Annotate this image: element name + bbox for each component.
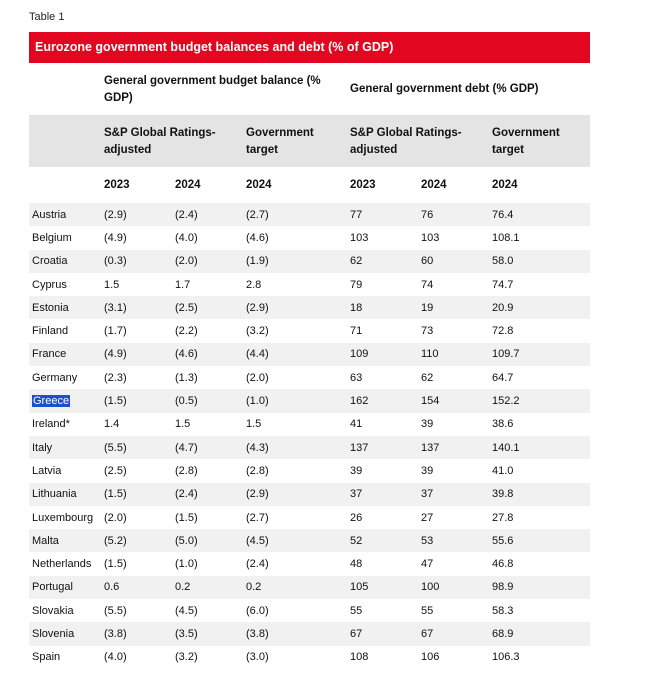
year-header: 2023 bbox=[350, 179, 376, 191]
debt-2023-cell: 62 bbox=[344, 250, 415, 273]
budget-2024-cell: (2.4) bbox=[169, 483, 240, 506]
budget-2024-cell: (2.8) bbox=[175, 464, 198, 477]
budget-debt-table bbox=[29, 63, 590, 669]
debt-target-cell: 20.9 bbox=[486, 296, 590, 319]
group-header-row bbox=[29, 63, 590, 115]
debt-2023-cell: 26 bbox=[350, 511, 363, 524]
budget-sp-adjusted-header: S&P Global Ratings-adjusted bbox=[104, 127, 216, 156]
debt-2023-cell: 79 bbox=[350, 278, 363, 291]
budget-target-cell: (3.8) bbox=[240, 622, 344, 645]
debt-2023-cell: 105 bbox=[344, 576, 415, 599]
debt-target-cell: 72.8 bbox=[492, 325, 514, 338]
budget-2024-cell: (2.4) bbox=[169, 203, 240, 226]
country-name: France bbox=[32, 348, 67, 361]
budget-2024-cell: (1.0) bbox=[175, 558, 198, 571]
budget-2023-cell: 0.6 bbox=[98, 576, 169, 599]
budget-target-cell: 0.2 bbox=[240, 576, 344, 599]
country-name: Portugal bbox=[32, 581, 73, 594]
budget-2023-cell: (0.3) bbox=[98, 250, 169, 273]
country-name: Croatia bbox=[32, 255, 68, 268]
debt-2024-cell: 19 bbox=[415, 296, 486, 319]
country-name: Austria bbox=[32, 208, 67, 221]
table-row bbox=[29, 203, 590, 226]
debt-2023-cell: 77 bbox=[344, 203, 415, 226]
debt-government-target-header: Government target bbox=[492, 127, 560, 156]
country-name: Germany bbox=[32, 371, 78, 384]
country-cell bbox=[29, 413, 98, 436]
budget-2024-cell: (1.3) bbox=[175, 371, 198, 384]
year-header: 2023 bbox=[104, 179, 130, 191]
year-header: 2024 bbox=[492, 179, 518, 191]
debt-2024-cell: 39 bbox=[421, 418, 434, 431]
debt-2023-cell: 52 bbox=[344, 529, 415, 552]
empty-header-cell bbox=[29, 63, 98, 115]
budget-target-cell: (1.0) bbox=[240, 389, 344, 412]
debt-target-cell: 76.4 bbox=[486, 203, 590, 226]
debt-target-cell: 46.8 bbox=[492, 558, 514, 571]
budget-2024-cell: (2.2) bbox=[175, 325, 198, 338]
budget-target-cell: (6.0) bbox=[246, 604, 269, 617]
budget-target-cell: (2.0) bbox=[246, 371, 269, 384]
budget-2023-cell: (5.5) bbox=[104, 604, 127, 617]
country-cell bbox=[29, 576, 98, 599]
table-row bbox=[29, 576, 590, 599]
debt-2024-cell: 67 bbox=[415, 622, 486, 645]
budget-2023-cell: (3.8) bbox=[98, 622, 169, 645]
country-name: Luxembourg bbox=[32, 511, 94, 524]
budget-target-cell: (4.6) bbox=[246, 231, 269, 244]
debt-2023-cell: 37 bbox=[344, 483, 415, 506]
budget-2024-cell: (1.5) bbox=[175, 511, 198, 524]
debt-2024-cell: 53 bbox=[415, 529, 486, 552]
table-row bbox=[29, 552, 590, 575]
debt-2023-cell: 41 bbox=[350, 418, 363, 431]
table-row bbox=[29, 273, 590, 296]
debt-2023-cell: 18 bbox=[344, 296, 415, 319]
debt-2024-cell: 100 bbox=[415, 576, 486, 599]
country-cell bbox=[29, 250, 98, 273]
budget-target-cell: (2.7) bbox=[246, 511, 269, 524]
budget-2024-cell: 1.7 bbox=[175, 278, 191, 291]
country-cell bbox=[29, 622, 98, 645]
country-cell bbox=[29, 646, 98, 669]
budget-2024-cell: (2.0) bbox=[169, 250, 240, 273]
country-cell bbox=[29, 273, 98, 296]
table-title: Eurozone government budget balances and debt (% of GDP) bbox=[29, 32, 590, 63]
table-row bbox=[29, 506, 590, 529]
budget-target-cell: (2.4) bbox=[246, 558, 269, 571]
debt-target-cell: 140.1 bbox=[486, 436, 590, 459]
budget-2023-cell: (1.5) bbox=[98, 483, 169, 506]
country-name: Greece bbox=[33, 395, 70, 408]
table-row bbox=[29, 622, 590, 645]
empty-header-cell bbox=[29, 115, 98, 167]
debt-target-cell: 152.2 bbox=[486, 389, 590, 412]
debt-2023-cell: 55 bbox=[350, 604, 363, 617]
table-row bbox=[29, 250, 590, 273]
debt-2024-cell: 137 bbox=[415, 436, 486, 459]
country-name: Estonia bbox=[32, 301, 69, 314]
budget-2024-cell: (3.5) bbox=[169, 622, 240, 645]
budget-target-cell: 2.8 bbox=[246, 278, 262, 291]
country-name: Finland bbox=[32, 325, 69, 338]
budget-2024-cell: (4.6) bbox=[169, 343, 240, 366]
debt-target-cell: 41.0 bbox=[492, 464, 514, 477]
budget-target-cell: (3.0) bbox=[246, 651, 269, 664]
country-name: Belgium bbox=[32, 231, 72, 244]
table-caption: Table 1 bbox=[29, 11, 65, 23]
debt-target-cell: 74.7 bbox=[492, 278, 514, 291]
debt-2024-cell: 39 bbox=[421, 464, 434, 477]
budget-target-cell: (2.9) bbox=[240, 483, 344, 506]
debt-2024-cell: 55 bbox=[421, 604, 434, 617]
debt-2024-cell: 110 bbox=[415, 343, 486, 366]
budget-balance-header: General government budget balance (% GDP) bbox=[104, 75, 321, 104]
debt-2024-cell: 60 bbox=[415, 250, 486, 273]
budget-2024-cell: 0.2 bbox=[169, 576, 240, 599]
table-row bbox=[29, 366, 590, 389]
table-row bbox=[29, 296, 590, 319]
table-container bbox=[29, 32, 590, 669]
debt-2024-cell: 27 bbox=[421, 511, 434, 524]
country-name: Netherlands bbox=[32, 558, 92, 571]
year-header-row bbox=[29, 167, 590, 203]
year-header: 2024 bbox=[421, 179, 447, 191]
debt-target-cell: 55.6 bbox=[486, 529, 590, 552]
budget-2023-cell: 1.4 bbox=[104, 418, 120, 431]
budget-target-cell: (3.2) bbox=[246, 325, 269, 338]
debt-target-cell: 27.8 bbox=[492, 511, 514, 524]
budget-2024-cell: (0.5) bbox=[169, 389, 240, 412]
country-name: Latvia bbox=[32, 464, 62, 477]
country-cell bbox=[29, 436, 98, 459]
budget-target-cell: (4.3) bbox=[240, 436, 344, 459]
table-row bbox=[29, 343, 590, 366]
table-row bbox=[29, 483, 590, 506]
debt-sp-adjusted-header: S&P Global Ratings-adjusted bbox=[350, 127, 462, 156]
country-name: Ireland* bbox=[32, 418, 70, 431]
debt-2024-cell: 103 bbox=[421, 231, 440, 244]
country-name: Malta bbox=[32, 534, 59, 547]
year-header: 2024 bbox=[246, 179, 272, 191]
debt-2023-cell: 103 bbox=[350, 231, 369, 244]
budget-2023-cell: 1.5 bbox=[104, 278, 120, 291]
country-cell bbox=[29, 529, 98, 552]
table-row bbox=[29, 436, 590, 459]
budget-2023-cell: (4.0) bbox=[104, 651, 127, 664]
budget-2024-cell: (4.7) bbox=[169, 436, 240, 459]
budget-2023-cell: (5.2) bbox=[98, 529, 169, 552]
debt-2023-cell: 39 bbox=[350, 464, 363, 477]
table-body bbox=[29, 203, 590, 669]
table-row bbox=[29, 459, 590, 482]
debt-target-cell: 58.0 bbox=[486, 250, 590, 273]
budget-target-cell: (1.9) bbox=[240, 250, 344, 273]
budget-2023-cell: (5.5) bbox=[98, 436, 169, 459]
debt-target-cell: 39.8 bbox=[486, 483, 590, 506]
country-cell bbox=[29, 552, 98, 575]
budget-2024-cell: (3.2) bbox=[175, 651, 198, 664]
debt-2023-cell: 67 bbox=[344, 622, 415, 645]
country-cell bbox=[29, 459, 98, 482]
debt-header: General government debt (% GDP) bbox=[350, 82, 539, 95]
country-cell bbox=[29, 506, 98, 529]
country-name: Italy bbox=[32, 441, 53, 454]
table-row bbox=[29, 529, 590, 552]
budget-government-target-header: Government target bbox=[246, 127, 314, 156]
budget-2023-cell: (4.9) bbox=[104, 231, 127, 244]
debt-2023-cell: 71 bbox=[350, 325, 363, 338]
debt-2023-cell: 63 bbox=[350, 371, 363, 384]
debt-target-cell: 106.3 bbox=[492, 651, 520, 664]
table-row bbox=[29, 389, 590, 412]
budget-target-cell: (2.8) bbox=[246, 464, 269, 477]
country-cell bbox=[29, 296, 98, 319]
debt-target-cell: 108.1 bbox=[492, 231, 520, 244]
budget-2023-cell: (1.7) bbox=[104, 325, 127, 338]
table-row bbox=[29, 413, 590, 436]
country-name: Slovakia bbox=[32, 604, 74, 617]
table-row bbox=[29, 319, 590, 342]
budget-target-cell: (4.5) bbox=[240, 529, 344, 552]
debt-target-cell: 109.7 bbox=[486, 343, 590, 366]
country-name: Spain bbox=[32, 651, 61, 664]
country-cell bbox=[29, 389, 98, 412]
empty-header-cell bbox=[29, 167, 98, 203]
budget-2023-cell: (4.9) bbox=[98, 343, 169, 366]
country-name: Slovenia bbox=[32, 627, 75, 640]
budget-2023-cell: (2.3) bbox=[104, 371, 127, 384]
debt-2024-cell: 154 bbox=[415, 389, 486, 412]
budget-2024-cell: 1.5 bbox=[175, 418, 191, 431]
budget-target-cell: (4.4) bbox=[240, 343, 344, 366]
debt-2023-cell: 162 bbox=[344, 389, 415, 412]
debt-2024-cell: 62 bbox=[421, 371, 434, 384]
country-cell bbox=[29, 366, 98, 389]
debt-target-cell: 64.7 bbox=[492, 371, 514, 384]
debt-2024-cell: 47 bbox=[421, 558, 434, 571]
budget-2023-cell: (1.5) bbox=[98, 389, 169, 412]
table-row bbox=[29, 646, 590, 669]
country-cell bbox=[29, 203, 98, 226]
debt-2023-cell: 137 bbox=[344, 436, 415, 459]
table-row bbox=[29, 226, 590, 249]
budget-2023-cell: (1.5) bbox=[104, 558, 127, 571]
country-cell bbox=[29, 226, 98, 249]
country-cell bbox=[29, 599, 98, 622]
budget-2023-cell: (2.0) bbox=[104, 511, 127, 524]
table-row bbox=[29, 599, 590, 622]
debt-2024-cell: 37 bbox=[415, 483, 486, 506]
debt-target-cell: 58.3 bbox=[492, 604, 514, 617]
debt-2024-cell: 106 bbox=[421, 651, 440, 664]
budget-2024-cell: (4.0) bbox=[175, 231, 198, 244]
sub-header-row bbox=[29, 115, 590, 167]
debt-target-cell: 98.9 bbox=[486, 576, 590, 599]
debt-2023-cell: 48 bbox=[350, 558, 363, 571]
budget-target-cell: 1.5 bbox=[246, 418, 262, 431]
budget-2024-cell: (2.5) bbox=[169, 296, 240, 319]
debt-2024-cell: 76 bbox=[415, 203, 486, 226]
debt-2023-cell: 108 bbox=[350, 651, 369, 664]
country-cell bbox=[29, 319, 98, 342]
debt-target-cell: 38.6 bbox=[492, 418, 514, 431]
year-header: 2024 bbox=[175, 179, 201, 191]
budget-2023-cell: (3.1) bbox=[98, 296, 169, 319]
country-name: Lithuania bbox=[32, 488, 77, 501]
budget-target-cell: (2.9) bbox=[240, 296, 344, 319]
debt-target-cell: 68.9 bbox=[486, 622, 590, 645]
budget-2023-cell: (2.5) bbox=[104, 464, 127, 477]
budget-2023-cell: (2.9) bbox=[98, 203, 169, 226]
debt-2024-cell: 73 bbox=[421, 325, 434, 338]
budget-2024-cell: (5.0) bbox=[169, 529, 240, 552]
budget-target-cell: (2.7) bbox=[240, 203, 344, 226]
country-name: Cyprus bbox=[32, 278, 67, 291]
country-cell bbox=[29, 343, 98, 366]
budget-2024-cell: (4.5) bbox=[175, 604, 198, 617]
country-cell bbox=[29, 483, 98, 506]
debt-2023-cell: 109 bbox=[344, 343, 415, 366]
debt-2024-cell: 74 bbox=[421, 278, 434, 291]
